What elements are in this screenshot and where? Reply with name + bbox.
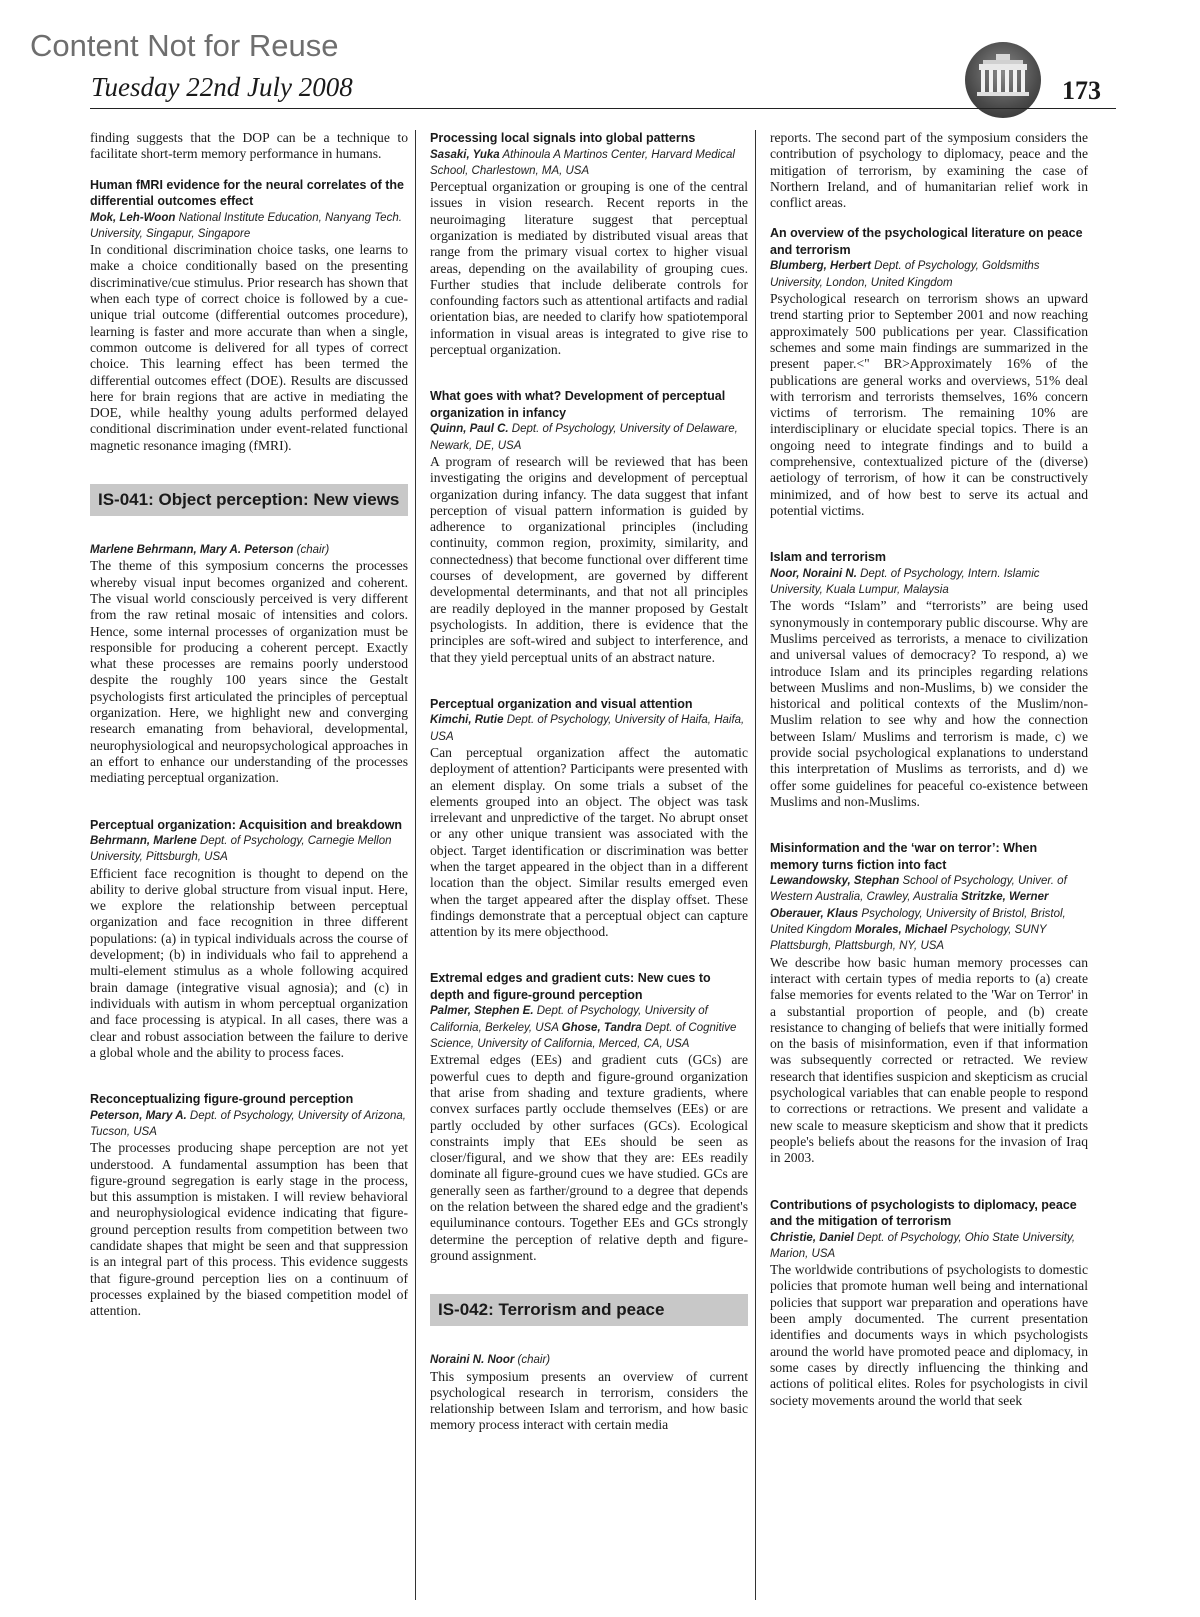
abstract-authors — [90, 542, 408, 558]
author-affiliation: Psychology, University of Bristol, Bristol, United Kingdom — [770, 907, 1066, 937]
header-rule — [90, 108, 1116, 109]
column-divider — [415, 130, 416, 1600]
abstract-body: Efficient face recognition is thought to depend on the ability to derive global structure from visual input. Here, we explore the relationship between perceptual organization and face recognition in three different populations: (a) in typical individuals across the course of development; (b) in individuals who fail to apprehend a multi-element stimulus as a whole following acquired brain damage (integrative visual agnosia); and (c) in individuals with autism in whom perceptual organization and face processing is atypical. In all cases, there was a clear and robust association between the failure to derive a global whole and the ability to process faces. — [90, 865, 408, 1060]
abstract-authors — [770, 258, 1088, 291]
abstract — [770, 840, 1088, 1166]
abstract-title: Human fMRI evidence for the neural correlates of the differential outcomes effect — [90, 177, 404, 209]
abstract-title: Islam and terrorism — [770, 550, 887, 565]
abstract-authors — [770, 873, 1088, 954]
abstract-body: We describe how basic human memory processes can interact with certain types of media reports to (a) create false memories for events related to the 'War on Terror' in a substantial proportion of people, and (b) create resistance to changing of beliefs that were initially formed on the basis of misinformation, even if that information was subsequently corrected or retracted. We review research that identifies suspicion and skepticism as crucial psychological variables that can enable people to respond to corrections or retractions. We present and validate a new scale to measure skepticism and show that it predicts people's beliefs about the reasons for the invasion of Iraq in 2003. — [770, 954, 1088, 1166]
author-affiliation: Athinoula A Martinos Center, Harvard Medical School, Charlestown, MA, USA — [430, 148, 735, 177]
brandenburg-gate-icon — [965, 42, 1041, 118]
author-name: Blumberg, Herbert — [770, 260, 871, 273]
abstract-title: Processing local signals into global patterns — [430, 131, 696, 145]
abstract-title: What goes with what? Development of perceptual organization in infancy — [430, 389, 726, 420]
abstract-authors — [430, 421, 748, 454]
author-affiliation: Psychology, SUNY Plattsburgh, Plattsburgh, NY, USA — [770, 924, 1047, 953]
abstract — [90, 817, 408, 1062]
author-affiliation: Dept. of Psychology, Intern. Islamic University, Kuala Lumpur, Malaysia — [770, 567, 1040, 597]
abstract-authors — [430, 147, 748, 180]
abstract-authors — [90, 210, 408, 243]
author-affiliation: Dept. of Psychology, University of Haifa, Haifa, USA — [430, 714, 745, 743]
session-heading: IS-042: Terrorism and peace — [430, 1294, 748, 1326]
author-affiliation: Dept. of Cognitive Science, University of California, Merced, CA, USA — [430, 1021, 737, 1051]
conference-logo — [965, 42, 1041, 118]
abstract-authors — [770, 566, 1088, 599]
author-affiliation: Dept. of Psychology, University of Arizona, Tucson, USA — [90, 1109, 406, 1138]
author-affiliation: Dept. of Psychology, University of California, Berkeley, USA — [430, 1005, 708, 1034]
author-name: Marlene Behrmann, Mary A. Peterson — [90, 544, 294, 557]
abstract-body: A program of research will be reviewed that has been investigating the origins and development of perceptual organization during infancy. The data suggest that infant perception of visual pattern information is guided by adherence to organizational principles (including continuity, common region, proximity, similarity, and connectedness) that become functional over different time courses of development, are governed by different developmental determinants, and that not all principles are readily deployed in the manner proposed by Gestalt psychologists. In addition, there is evidence that the principles are soft-wired and subject to interference, and that they yield perceptual units of an abstract nature. — [430, 453, 748, 665]
author-name: Stritzke, Werner Oberauer, Klaus — [770, 891, 1049, 920]
abstract-body: This symposium presents an overview of current psychological research in terrorism, considers the relationship between Islam and terrorism, and how basic memory process interact with certain media — [430, 1368, 748, 1433]
page-number: 173 — [1062, 76, 1101, 105]
abstract-body: In conditional discrimination choice tasks, one learns to make a choice conditionally based on the presenting discriminative/cue stimulus. Prior research has shown that when each type of correct choice is followed by a cue-unique trial outcome (differential outcomes procedure), learning is faster and more accurate than when a single, common outcome is delivered for all types of correct choice. This learning effect has been termed the differential outcomes effect (DOE). Results are discussed here for brain regions that are active in mediating the DOE, while healthy young adults performed delayed conditional discrimination under event-related functional magnetic resonance imaging (fMRI). — [90, 242, 408, 453]
author-affiliation: (chair) — [296, 544, 330, 557]
author-affiliation: Dept. of Psychology, Ohio State University, Marion, USA — [770, 1231, 1076, 1260]
abstract — [430, 130, 748, 358]
abstract — [90, 542, 408, 786]
author-name: Christie, Daniel — [770, 1231, 854, 1244]
abstract — [770, 1197, 1088, 1409]
abstract-body: The words “Islam” and “terrorists” are being used synonymously in contemporary public discourse. Why are Muslims perceived as terrorists, a menace to civilization and universal values of democracy? To respond, a) we introduce Islam and its principles regarding relations between Muslims and non-Muslims, b) we consider the historical and political contexts of the Muslim/non-Muslim relation to see why and how the connection between Islam/ Muslims and terrorism is made, c) we provide social psychological explanations to understand this interpretation of Muslims as terrorists, and d) we offer some guidelines for peaceful co-existence between Muslims and non-Muslims. — [770, 598, 1088, 809]
author-affiliation: (chair) — [517, 1354, 551, 1367]
abstract — [770, 225, 1088, 519]
abstract — [90, 130, 408, 163]
abstract-body: Psychological research on terrorism shows an upward trend starting prior to September 2001 and now reaching approximately 500 publications per year. Classification schemes and some main findings are summarized in the present paper.<" BR>Approximately 16% of the publications are general works and overviews, 51% deal with terrorism and terrorists themselves, 16% concern victims of terrorism. The remaining 10% are interdisciplinary or elucidate special topics. There is an ongoing need to integrate findings and to build a comprehensive, contextualized picture of the (diverse) aetiology of terrorism, of how it can be constructively minimized, and of how best to serve its actual and potential victims. — [770, 291, 1088, 518]
abstract-authors — [90, 1108, 408, 1141]
running-header-date: Tuesday 22nd July 2008 — [91, 72, 353, 102]
author-name: Peterson, Mary A. — [90, 1109, 187, 1122]
abstract-title: Perceptual organization: Acquisition and breakdown — [90, 817, 403, 832]
author-affiliation: Dept. of Psychology, University of Delaware, Newark, DE, USA — [430, 423, 738, 452]
author-name: Quinn, Paul C. — [430, 423, 509, 436]
abstract-title: Reconceptualizing figure-ground perception — [90, 1092, 354, 1107]
abstract-title: Contributions of psychologists to diplomacy, peace and the mitigation of terrorism — [770, 1197, 1077, 1229]
abstract-body: finding suggests that the DOP can be a technique to facilitate short-term memory performance in humans. — [90, 130, 408, 162]
abstract-title: An overview of the psychological literature on peace and terrorism — [770, 226, 1083, 257]
author-name: Mok, Leh-Woon — [90, 211, 176, 224]
column-3 — [770, 130, 1088, 1605]
abstract-authors — [430, 1003, 748, 1052]
abstract — [90, 1091, 408, 1319]
watermark: Content Not for Reuse — [30, 28, 339, 63]
abstract — [770, 130, 1088, 211]
abstract — [770, 549, 1088, 810]
author-name: Sasaki, Yuka — [430, 148, 500, 161]
author-name: Lewandowsky, Stephan — [770, 875, 900, 888]
abstract-title: Extremal edges and gradient cuts: New cues to depth and figure-ground perception — [430, 971, 711, 1002]
abstract-body: Perceptual organization or grouping is one of the central issues in vision research. Recent reports in the neuroimaging literature suggest that perceptual organization is mediated by distributed visual areas that range from the primary visual cortex to higher visual areas, depending on the availability of grouping cues. Further studies that include deliberate controls for confounding factors such as attentional artifacts and radial orientation bias, are needed to clarify how spatiotemporal information in visual areas is integrated to give rise to perceptual organization. — [430, 179, 748, 358]
abstract — [430, 388, 748, 665]
author-name: Kimchi, Rutie — [430, 714, 504, 727]
abstract-body: The theme of this symposium concerns the processes whereby visual input becomes organized and coherent. The visual world consciously perceived is very different from the raw retinal mosaic of intensities and colors. Hence, some internal processes of organization must be responsible for producing a coherent percept. Exactly what these processes are remains poorly understood despite the roughly 100 years since the Gestalt psychologists first articulated the principles of perceptual organization. Here, we highlight new and converging research emanating from behavioral, developmental, neurophysiological and neuropsychological approaches in an effort to enhance our understanding of the processes mediating perceptual organization. — [90, 558, 408, 786]
abstract-body: The worldwide contributions of psychologists to domestic policies that promote human well being and international policies that support war preparation and operations have been amply documented. The current presentation identifies and documents ways in which psychologists around the world have promoted peace and diplomacy, in some cases by directly influencing the thinking and actions of political elites. Roles for psychologists in civil society movements around the world that seek — [770, 1262, 1088, 1408]
author-affiliation: School of Psychology, Univer. of Western Australia, Crawley, Australia — [770, 875, 1067, 904]
abstract-authors — [770, 1230, 1088, 1263]
column-divider — [755, 130, 756, 1600]
column-2 — [430, 130, 748, 1605]
abstract — [430, 1352, 748, 1433]
abstract-authors — [90, 833, 408, 866]
abstract-authors — [430, 712, 748, 745]
abstract-body: The processes producing shape perception are not yet understood. A fundamental assumption has been that figure-ground segregation is early stage in the process, but this assumption is mistaken. I will review behavioral and neurophysiological evidence indicating that figure-ground perception results from competition between two candidate shapes that might be seen and that suppression is an integral part of this process. This evidence suggests that figure-ground perception lies on a continuum of processes explained by the biased competition model of attention. — [90, 1140, 408, 1319]
author-affiliation: National Institute Education, Nanyang Tech. University, Singapur, Singapore — [90, 211, 402, 240]
column-1 — [90, 130, 408, 1605]
abstract-body: Can perceptual organization affect the automatic deployment of attention? Participants were presented with an element display. On some trials a subset of the elements grouped into an object. The object was task irrelevant and unpredictive of the target. No abrupt onset or any other unique transient was associated with the object. Target identification or discrimination was better when the target appeared in the object than in a different location than the object. Similar results emerged even when the target appeared after the display offset. These findings demonstrate that a perceptual object can capture attention by its mere objecthood. — [430, 744, 748, 940]
author-name: Noor, Noraini N. — [770, 567, 857, 580]
author-name: Behrmann, Marlene — [90, 835, 197, 847]
abstract — [430, 970, 748, 1264]
abstract-body: Extremal edges (EEs) and gradient cuts (GCs) are powerful cues to depth and figure-ground organization that arise from shading and texture gradients, where convex surfaces partly occlude themselves (EEs) or are partly occluded by other surfaces (GCs). Ecological constraints imply that EEs should be seen as closer/figural, and we show that they are: EEs readily dominate all figure-ground cues we have studied. GCs are generally seen as farther/ground to a degree that depends on the relation between the shared edge and the gradient's equiluminance contours. Together EEs and GCs strongly determine the perception of relative depth and figure-ground assignment. — [430, 1052, 748, 1263]
abstract — [430, 696, 748, 941]
author-affiliation: Dept. of Psychology, Goldsmiths University, London, United Kingdom — [770, 260, 1040, 289]
session-heading: IS-041: Object perception: New views — [90, 484, 408, 516]
author-name: Morales, Michael — [855, 924, 948, 937]
abstract-title: Perceptual organization and visual attention — [430, 696, 693, 711]
author-name: Palmer, Stephen E. — [430, 1005, 534, 1018]
author-name: Ghose, Tandra — [561, 1021, 642, 1034]
abstract-title: Misinformation and the ‘war on terror’: When memory turns fiction into fact — [770, 841, 1038, 872]
abstract-authors — [430, 1352, 748, 1368]
abstract-body: reports. The second part of the symposium considers the contribution of psychology to diplomacy, peace and the mitigation of terrorism, by examining the case of Northern Ireland, and of humanitarian relief work in conflict areas. — [770, 130, 1088, 211]
abstract — [90, 177, 408, 454]
author-affiliation: Dept. of Psychology, Carnegie Mellon University, Pittsburgh, USA — [90, 835, 392, 864]
author-name: Noraini N. Noor — [430, 1354, 515, 1367]
